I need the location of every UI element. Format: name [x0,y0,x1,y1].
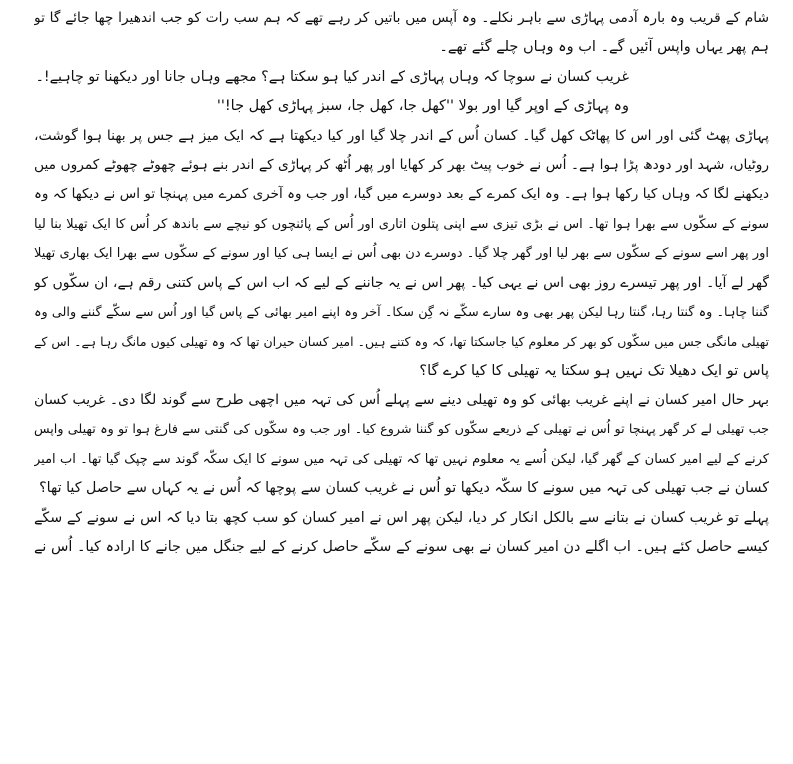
text-line-17: کسان نے جب تھیلی کی تہہ میں سونے کا سکّہ دیکھا تو اُس نے غریب کسان سے پوچھا کہ اُس نے یہ کہاں سے حاصل کیا تھا؟ [39,480,769,497]
story-page [34,4,769,760]
text-line-16: کرنے کے لیے امیر کسان کے گھر گیا، لیکن اُسے یہ معلوم نہیں تھا کہ تھیلی کی تہہ میں سونے کا ایک سکّہ گوند سے چپک گیا تھا۔ اب امیر [34,451,769,467]
text-line-11: گننا چاہا۔ وہ گنتا رہا، گنتا رہا لیکن پھر بھی وہ سارے سکّے نہ گِن سکا۔ آخر وہ اپنے امیر بھائی کے پاس گیا اور اُس سے سکّے گننے والی وہ [34,304,769,320]
text-line-8: سونے کے سکّوں سے بھرا ہوا تھا۔ اس نے بڑی تیزی سے اپنی پتلون اتاری اور اُس کے پائنچوں کو نیچے سے باندھ کر اُس کا ایک تھیلا بنا لیا [34,216,769,232]
text-line-18: پہلے تو غریب کسان نے بتانے سے بالکل انکار کر دیا، لیکن پھر اس نے امیر کسان کو سب کچھ بتا دیا کہ اس نے سونے کے سکّے [34,509,769,526]
text-line-15: جب تھیلی لے کر گھر پہنچا تو اُس نے تھیلی کے ذریعے سکّوں کو گننا شروع کیا۔ اور جب وہ سکّوں کی گنتی سے فارغ ہوا تو وہ تھیلی واپس [34,422,769,438]
text-line-10: گھر لے آیا۔ اور پھر تیسرے روز بھی اس نے یہی کیا۔ پھر اس نے یہ جاننے کے لیے کہ اب اس کے پاس کتنی رقم ہے، ان سکّوں کو [34,274,769,291]
text-line-3: غریب کسان نے سوچا کہ وہاں پہاڑی کے اندر کیا ہو سکتا ہے؟ مجھے وہاں جانا اور دیکھنا تو چاہیے!۔ [35,68,629,85]
text-line-5: پہاڑی پھٹ گئی اور اس کا پھاٹک کھل گیا۔ کسان اُس کے اندر چلا گیا اور کیا دیکھتا ہے کہ ایک میز ہے جس پر بھنا ہوا گوشت، [34,127,769,144]
text-line-4: وہ پہاڑی کے اوپر گیا اور بولا ''کھل جا، کھل جا، سبز پہاڑی کھل جا!'' [216,98,629,115]
text-line-12: تھیلی مانگی جس میں سکّوں کو بھر کر معلوم کیا جاسکتا تھا، کہ وہ کتنے ہیں۔ امیر کسان حیران تھا کہ وہ تھیلی کیوں مانگ رہا ہے۔ اس کے [34,334,769,350]
text-line-19: کیسے حاصل کئے ہیں۔ اب اگلے دن امیر کسان نے بھی سونے کے سکّے حاصل کرنے کے لیے جنگل میں جانے کا ارادہ کیا۔ اُس نے [34,539,769,556]
text-line-2: ہم پھر یہاں واپس آئیں گے۔ اب وہ وہاں چلے گئے تھے۔ [439,39,769,56]
text-line-1: شام کے قریب وہ بارہ آدمی پہاڑی سے باہر نکلے۔ وہ آپس میں باتیں کر رہے تھے کہ ہم سب رات کو جب اندھیرا چھا جائے گا تو [34,10,769,26]
text-line-14: بہر حال امیر کسان نے اپنے غریب بھائی کو وہ تھیلی دینے سے پہلے اُس کی تہہ میں اچھی طرح سے گوند لگا دی۔ غریب کسان [34,392,769,409]
text-line-9: اور پھر اسے سونے کے سکّوں سے بھر لیا اور گھر چلا گیا۔ دوسرے دن بھی اُس نے ایسا ہی کیا اور سونے کے سکّوں سے بھرا ایک بھاری تھیلا [34,246,769,262]
text-line-6: روٹیاں، شہد اور دودھ پڑا ہوا ہے۔ اُس نے خوب پیٹ بھر کر کھایا اور پھر اُٹھ کر پہاڑی کے اندر بنے ہوئے چھوٹے چھوٹے کمروں میں [34,156,769,173]
text-line-7: دیکھنے لگا کہ وہاں کیا رکھا ہوا ہے۔ وہ ایک کمرے کے بعد دوسرے میں گیا، اور جب وہ آخری کمرے میں پہنچا تو اس نے دیکھا کہ وہ [34,186,769,203]
text-line-13: پاس تو ایک دھیلا تک نہیں ہو سکتا یہ تھیلی کا کیا کرے گا؟ [419,362,769,379]
